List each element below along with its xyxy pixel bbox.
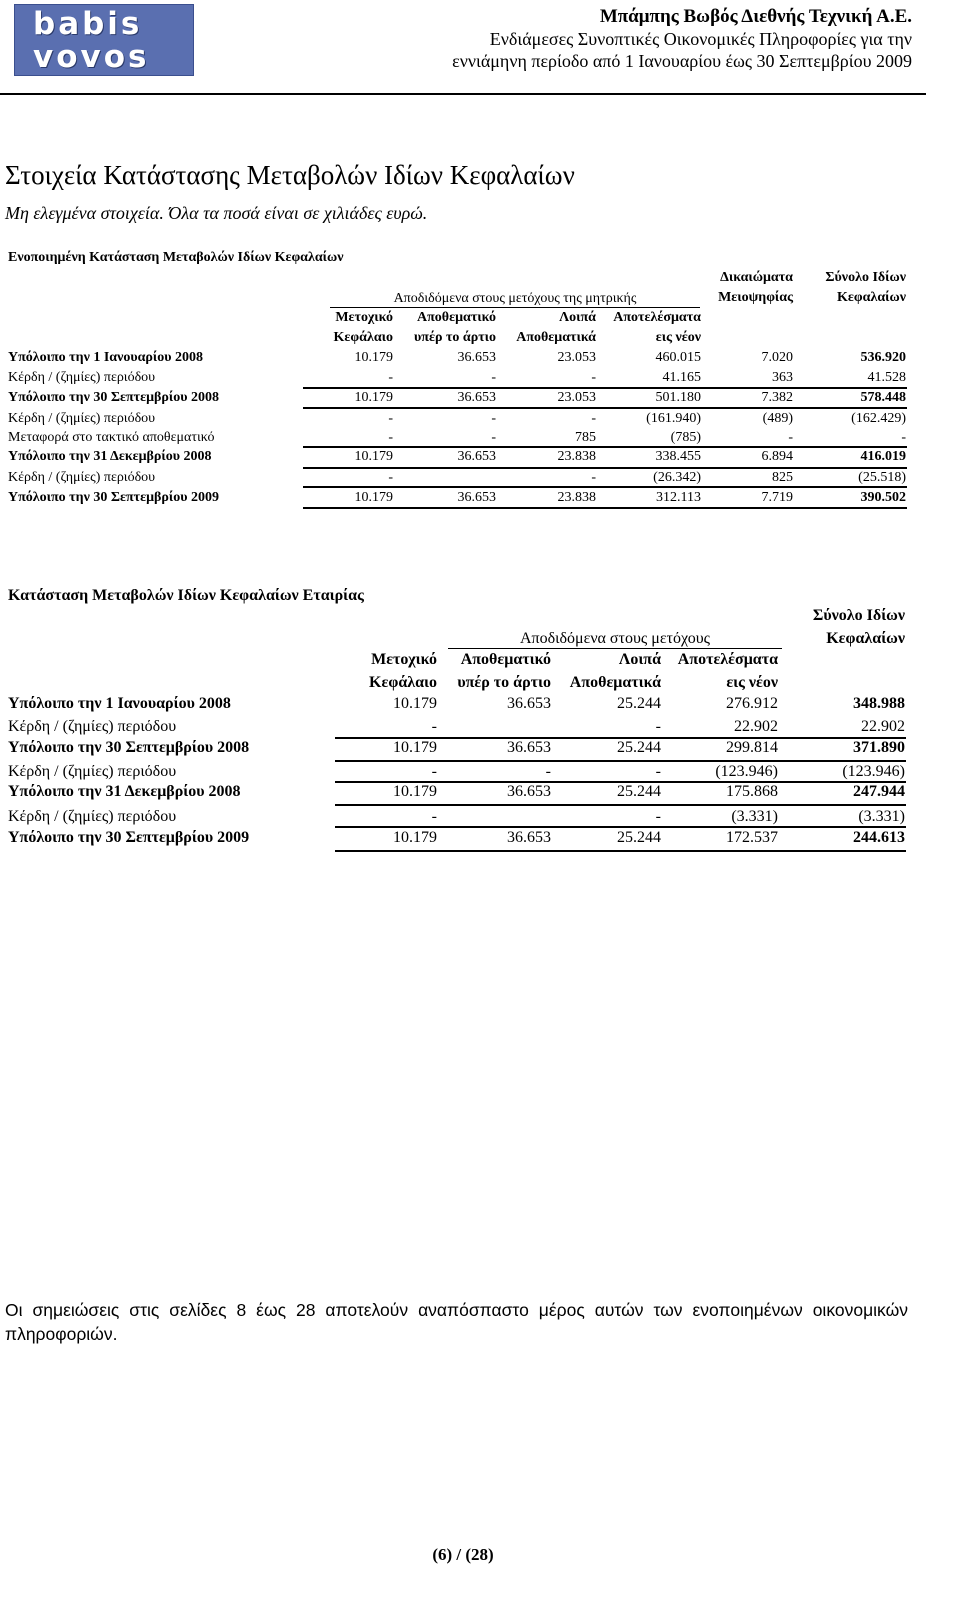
table-cell: 23.053 <box>557 390 596 405</box>
row-separator <box>303 407 907 409</box>
row-label: Κέρδη / (ζημίες) περιόδου <box>8 763 177 780</box>
table-cell: 10.179 <box>393 739 437 756</box>
table-cell: 175.868 <box>726 783 778 800</box>
row-separator <box>303 467 907 469</box>
column-header-line1: Μετοχικό <box>371 651 437 668</box>
company-logo <box>14 4 194 76</box>
table-cell: - <box>388 411 393 426</box>
table-cell: 276.912 <box>726 695 778 712</box>
table-cell: - <box>655 808 661 825</box>
group-header: Αποδιδόμενα στους μετόχους της μητρικής <box>393 291 637 306</box>
column-header-line2: υπέρ το άρτιο <box>457 674 551 691</box>
table-cell: 371.890 <box>853 739 905 756</box>
table-cell: 10.179 <box>393 783 437 800</box>
table-cell: 6.894 <box>761 449 793 464</box>
table-cell: 10.179 <box>354 490 393 505</box>
table-cell: 36.653 <box>457 490 496 505</box>
table-cell: - <box>491 370 496 385</box>
table-cell: 7.382 <box>761 390 793 405</box>
row-separator <box>335 760 906 762</box>
table-cell: 825 <box>772 470 793 485</box>
table-cell: (162.429) <box>851 411 906 426</box>
table-cell: 41.165 <box>662 370 701 385</box>
table-cell: 10.179 <box>354 390 393 405</box>
row-label: Υπόλοιπο την 30 Σεπτεμβρίου 2009 <box>8 490 219 505</box>
table-cell: 25.244 <box>617 739 661 756</box>
column-header-line2: Αποθεματικά <box>516 330 596 345</box>
table-cell: 416.019 <box>860 449 906 464</box>
table-cell: 10.179 <box>393 829 437 846</box>
row-separator <box>335 804 906 806</box>
header-company-name: Μπάμπης Βωβός Διεθνής Τεχνική Α.Ε. <box>599 6 912 27</box>
column-header-line1: Σύνολο Ιδίων <box>812 607 905 624</box>
row-separator <box>335 737 906 739</box>
table-cell: 23.838 <box>557 490 596 505</box>
table-cell: - <box>901 430 906 445</box>
table-cell: 23.838 <box>557 449 596 464</box>
table-cell: 338.455 <box>655 449 701 464</box>
table-cell: 36.653 <box>457 350 496 365</box>
table-cell: 578.448 <box>860 390 906 405</box>
table-cell: 36.653 <box>507 739 551 756</box>
logo-text-line2: vovos <box>33 39 150 75</box>
column-header-line1: Αποθεματικό <box>460 651 551 668</box>
column-header-line1: Σύνολο Ιδίων <box>825 270 906 285</box>
header-report-line: Ενδιάμεσες Συνοπτικές Οικονομικές Πληροφορίες για την <box>489 29 912 49</box>
table-cell: 348.988 <box>853 695 905 712</box>
column-header-line2: Κεφαλαίων <box>826 630 905 647</box>
table-cell: (25.518) <box>858 470 906 485</box>
row-label: Κέρδη / (ζημίες) περιόδου <box>8 411 156 426</box>
column-header-line1: Μετοχικό <box>335 310 393 325</box>
row-separator <box>303 387 907 389</box>
table-cell: - <box>591 370 596 385</box>
table-cell: - <box>655 718 661 735</box>
table-cell: 244.613 <box>853 829 905 846</box>
table-cell: (123.946) <box>715 763 778 780</box>
footnote: Οι σημειώσεις στις σελίδες 8 έως 28 αποτελούν αναπόσπαστο μέρος αυτών των ενοποιημένων οικονομικών πληροφοριών. <box>5 1300 908 1344</box>
table-cell: - <box>431 718 437 735</box>
table-cell: - <box>491 430 496 445</box>
column-header-line2: υπέρ το άρτιο <box>414 330 496 345</box>
table-cell: 7.719 <box>761 490 793 505</box>
table-cell: - <box>655 763 661 780</box>
row-label: Υπόλοιπο την 30 Σεπτεμβρίου 2009 <box>8 829 250 846</box>
table-cell: 536.920 <box>860 350 906 365</box>
table-title: Κατάσταση Μεταβολών Ιδίων Κεφαλαίων Εταιρίας <box>8 587 364 604</box>
row-label: Κέρδη / (ζημίες) περιόδου <box>8 370 156 385</box>
row-separator <box>303 446 907 448</box>
table-cell: 36.653 <box>507 829 551 846</box>
row-label: Υπόλοιπο την 31 Δεκεμβρίου 2008 <box>8 449 212 464</box>
row-separator <box>335 781 906 783</box>
row-separator <box>303 507 907 509</box>
table-cell: - <box>431 763 437 780</box>
row-label: Υπόλοιπο την 30 Σεπτεμβρίου 2008 <box>8 390 219 405</box>
table-cell: (3.331) <box>731 808 778 825</box>
table-cell: 785 <box>575 430 596 445</box>
header-divider <box>0 93 926 95</box>
column-header-line2: Κεφαλαίων <box>837 290 906 305</box>
row-separator <box>335 850 906 852</box>
table-cell: 22.902 <box>734 718 778 735</box>
column-header-line1: Λοιπά <box>618 651 661 668</box>
column-header-line1: Αποτελέσματα <box>677 651 778 668</box>
column-header-line1: Αποθεματικό <box>417 310 496 325</box>
column-header-line2: Κεφάλαιο <box>369 674 437 691</box>
table-cell: (123.946) <box>842 763 905 780</box>
table-cell: 25.244 <box>617 695 661 712</box>
table-cell: - <box>388 370 393 385</box>
table-cell: (489) <box>762 411 793 426</box>
row-label: Κέρδη / (ζημίες) περιόδου <box>8 718 177 735</box>
column-header-line1: Αποτελέσματα <box>613 310 701 325</box>
table-cell: 460.015 <box>655 350 701 365</box>
page-number: (6) / (28) <box>432 1545 494 1564</box>
row-label: Υπόλοιπο την 31 Δεκεμβρίου 2008 <box>8 783 241 800</box>
column-header-line2: Μειοψηφίας <box>718 290 793 305</box>
table-cell: (3.331) <box>858 808 905 825</box>
row-separator <box>303 486 907 488</box>
table-cell: 299.814 <box>726 739 778 756</box>
table-cell: - <box>388 470 393 485</box>
table-cell: - <box>491 411 496 426</box>
table-cell: 23.053 <box>557 350 596 365</box>
table-cell: 10.179 <box>354 449 393 464</box>
column-header-line1: Δικαιώματα <box>720 270 793 285</box>
row-separator <box>335 826 906 828</box>
table-cell: - <box>591 470 596 485</box>
table-cell: 247.944 <box>853 783 905 800</box>
row-label: Υπόλοιπο την 30 Σεπτεμβρίου 2008 <box>8 739 250 756</box>
row-label: Κέρδη / (ζημίες) περιόδου <box>8 808 177 825</box>
table-cell: (785) <box>670 430 701 445</box>
row-label: Υπόλοιπο την 1 Ιανουαρίου 2008 <box>8 350 204 365</box>
table-cell: - <box>431 808 437 825</box>
table-cell: 172.537 <box>726 829 778 846</box>
table-cell: 36.653 <box>507 783 551 800</box>
table-cell: - <box>388 430 393 445</box>
column-header-line2: Αποθεματικά <box>569 674 661 691</box>
page-subtitle: Μη ελεγμένα στοιχεία. Όλα τα ποσά είναι σε χιλιάδες ευρώ. <box>5 203 428 223</box>
group-header-rule <box>448 648 782 649</box>
table-cell: - <box>545 763 551 780</box>
table-cell: 25.244 <box>617 783 661 800</box>
table-cell: 501.180 <box>655 390 701 405</box>
table-cell: - <box>591 411 596 426</box>
table-title: Ενοποιημένη Κατάσταση Μεταβολών Ιδίων Κεφαλαίων <box>8 250 344 265</box>
column-header-line2: Κεφάλαιο <box>333 330 393 345</box>
table-cell: 25.244 <box>617 829 661 846</box>
logo-text-line1: babis <box>33 6 143 42</box>
group-header: Αποδιδόμενα στους μετόχους <box>520 630 710 647</box>
page-title: Στοιχεία Κατάστασης Μεταβολών Ιδίων Κεφαλαίων <box>5 160 575 190</box>
column-header-line1: Λοιπά <box>559 310 596 325</box>
table-cell: 10.179 <box>393 695 437 712</box>
row-label: Μεταφορά στο τακτικό αποθεματικό <box>8 430 215 445</box>
row-label: Κέρδη / (ζημίες) περιόδου <box>8 470 156 485</box>
table-cell: 312.113 <box>656 490 701 505</box>
table-cell: 363 <box>772 370 793 385</box>
row-label: Υπόλοιπο την 1 Ιανουαρίου 2008 <box>8 695 231 712</box>
table-cell: 10.179 <box>354 350 393 365</box>
group-header-rule <box>330 307 700 308</box>
column-header-line2: εις νέον <box>726 674 778 691</box>
header-period-line: εννιάμηνη περίοδο από 1 Ιανουαρίου έως 30 Σεπτεμβρίου 2009 <box>452 51 912 71</box>
table-cell: - <box>788 430 793 445</box>
table-cell: (161.940) <box>646 411 701 426</box>
table-cell: 7.020 <box>761 350 793 365</box>
table-cell: 22.902 <box>861 718 905 735</box>
column-header-line2: εις νέον <box>655 330 701 345</box>
table-cell: (26.342) <box>653 470 701 485</box>
table-cell: 36.653 <box>507 695 551 712</box>
table-cell: 41.528 <box>867 370 906 385</box>
table-cell: 36.653 <box>457 449 496 464</box>
table-cell: 390.502 <box>860 490 906 505</box>
table-cell: 36.653 <box>457 390 496 405</box>
